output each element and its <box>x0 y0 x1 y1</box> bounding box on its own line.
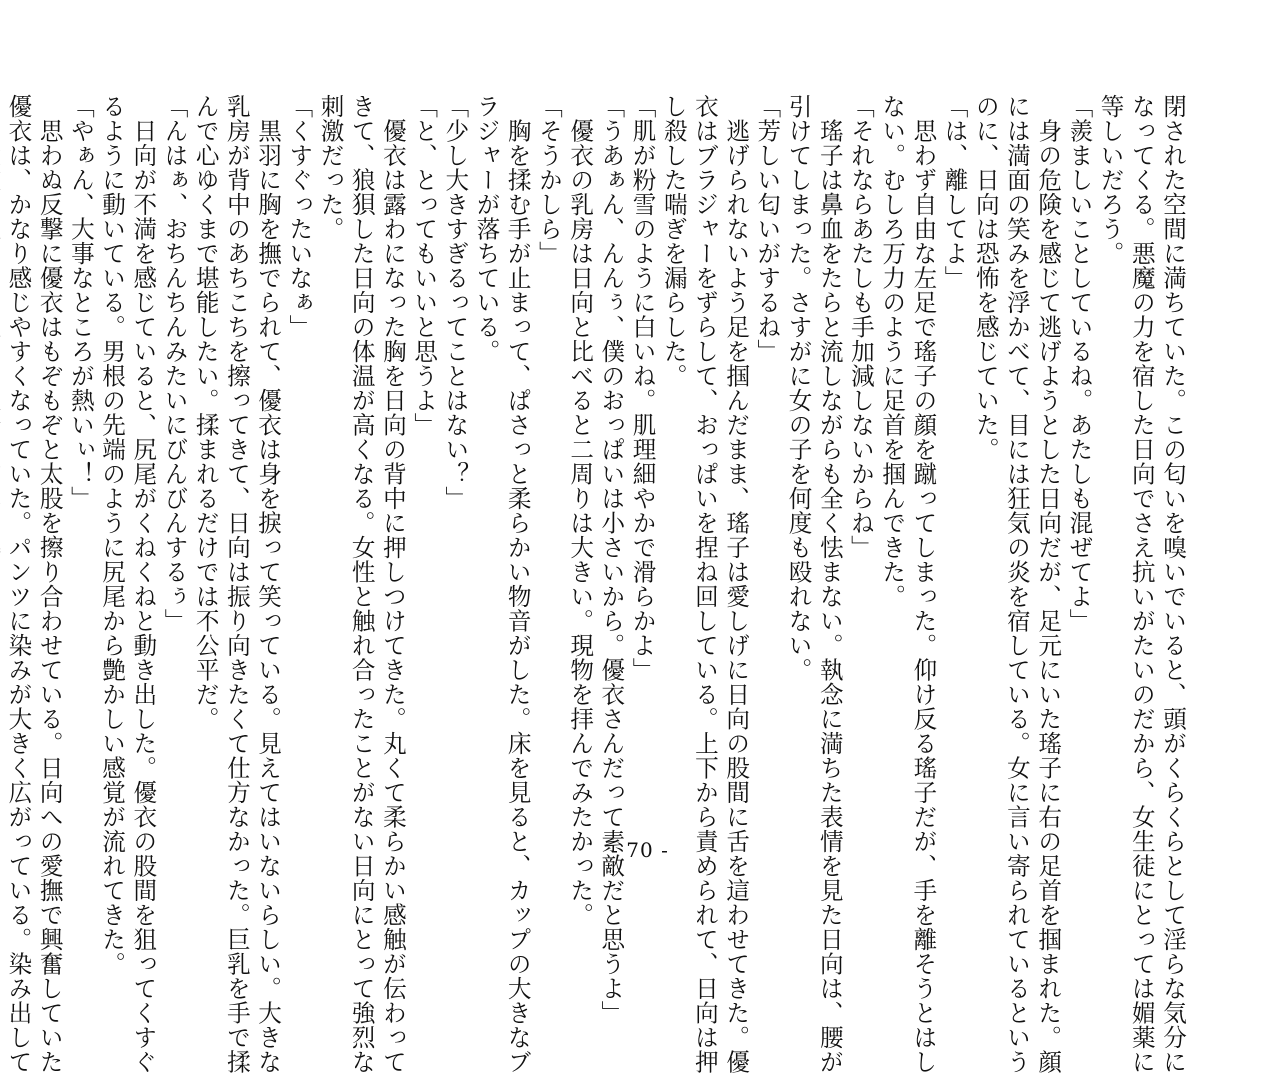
text-line: 閉された空間に満ちていた。この匂いを嗅いでいると、頭がくらくらとして淫らな気分に <box>1159 94 1187 1074</box>
text-line: 黒羽に胸を撫でられて、優衣は身を捩って笑っている。見えてはいないらしい。大きな <box>254 94 283 1074</box>
text-line: きて、狼狽した日向の体温が高くなる。女性と触れ合ったことがない日向にとって強烈な <box>347 94 376 1074</box>
text-line: 身の危険を感じて逃げようとした日向だが、足元にいた瑤子に右の足首を掴まれた。顔 <box>1034 94 1063 1074</box>
text-line: 「少し大きすぎるってことはない？」 <box>441 94 470 511</box>
text-line: には満面の笑みを浮かべて、目には狂気の炎を宿している。女に言い寄られているという <box>1002 94 1031 1074</box>
page-number: - 70 - <box>611 838 669 862</box>
text-line: んで心ゆくまで堪能したい。揉まれるだけでは不公平だ。 <box>191 94 220 731</box>
text-line: るように動いている。男根の先端のように尻尾から艶かしい感覚が流れてきた。 <box>98 94 127 976</box>
text-line: 「うあぁん、んんぅ、僕のおっぱいは小さいから。優衣さんだって素敵だと思うよ」 <box>597 94 626 1025</box>
text-line: 「そうかしら」 <box>534 94 563 266</box>
text-line: 思わず自由な左足で瑤子の顔を蹴ってしまった。仰け反る瑤子だが、手を離そうとはし <box>909 94 938 1074</box>
text-line: 「羨ましいことしているね。あたしも混ぜてよ」 <box>1065 94 1094 633</box>
text-line: 「くすぐったいなぁ」 <box>285 94 314 339</box>
text-line: 優衣は、かなり感じやすくなっていた。パンツに染みが大きく広がっている。染み出して <box>4 94 33 1074</box>
text-line: 「芳しい匂いがするね」 <box>753 94 782 364</box>
text-line: 逃げられないよう足を掴んだまま、瑤子は愛しげに日向の股間に舌を這わせてきた。優 <box>722 94 751 1074</box>
text-line: し殺した喘ぎを漏らした。 <box>659 94 688 388</box>
text-line: 引けてしまった。さすがに女の子を何度も殴れない。 <box>784 94 813 682</box>
text-line: 「肌が粉雪のように白いね。肌理細やかで滑らかよ」 <box>628 94 657 682</box>
text-line: なってくる。悪魔の力を宿した日向でさえ抗いがたいのだから、女生徒にとっては媚薬に <box>1127 94 1156 1074</box>
text-line: 優衣は露わになった胸を日向の背中に押しつけてきた。丸くて柔らかい感触が伝わって <box>378 94 407 1074</box>
text-line: 「それならあたしも手加減しないからね」 <box>846 94 875 560</box>
text-line: 衣はブラジャーをずらして、おっぱいを捏ね回している。上下から責められて、日向は押 <box>690 94 719 1074</box>
text-line: 「は、離してよ」 <box>940 94 969 290</box>
text-line: のに、日向は恐怖を感じていた。 <box>971 94 1000 462</box>
text-line: 思わぬ反撃に優衣はもぞもぞと太股を擦り合わせている。日向への愛撫で興奮していた <box>35 94 64 1074</box>
text-line: ない。むしろ万力のように足首を掴んできた。 <box>878 94 907 609</box>
text-line: 胸を揉む手が止まって、ぱさっと柔らかい物音がした。床を見ると、カップの大きなブ <box>503 94 532 1074</box>
text-line: ラジャーが落ちている。 <box>472 94 501 364</box>
text-line: 日向が不満を感じていると、尻尾がくねくねと動き出した。優衣の股間を狙ってくすぐ <box>129 94 158 1074</box>
text-line: 乳房が背中のあちこちを擦ってきて、日向は振り向きたくて仕方なかった。巨乳を手で揉 <box>222 94 251 1074</box>
text-line: 刺激だった。 <box>316 94 345 241</box>
text-line: 優衣の乳房は日向と比べると二周りは大きい。現物を拝んでみたかった。 <box>566 94 595 927</box>
text-line: 等しいだろう。 <box>1096 94 1125 266</box>
text-line: 「と、とってもいいと思うよ」 <box>410 94 439 437</box>
text-line: 「やぁん、大事なところが熱いぃ！」 <box>66 94 95 511</box>
text-line: 瑤子は鼻血をたらと流しながらも全く怯まない。執念に満ちた表情を見た日向は、腰が <box>815 94 844 1074</box>
text-line: 「んはぁ、おちんちんみたいにびんびんするぅ」 <box>160 94 189 633</box>
text-line <box>0 94 2 830</box>
